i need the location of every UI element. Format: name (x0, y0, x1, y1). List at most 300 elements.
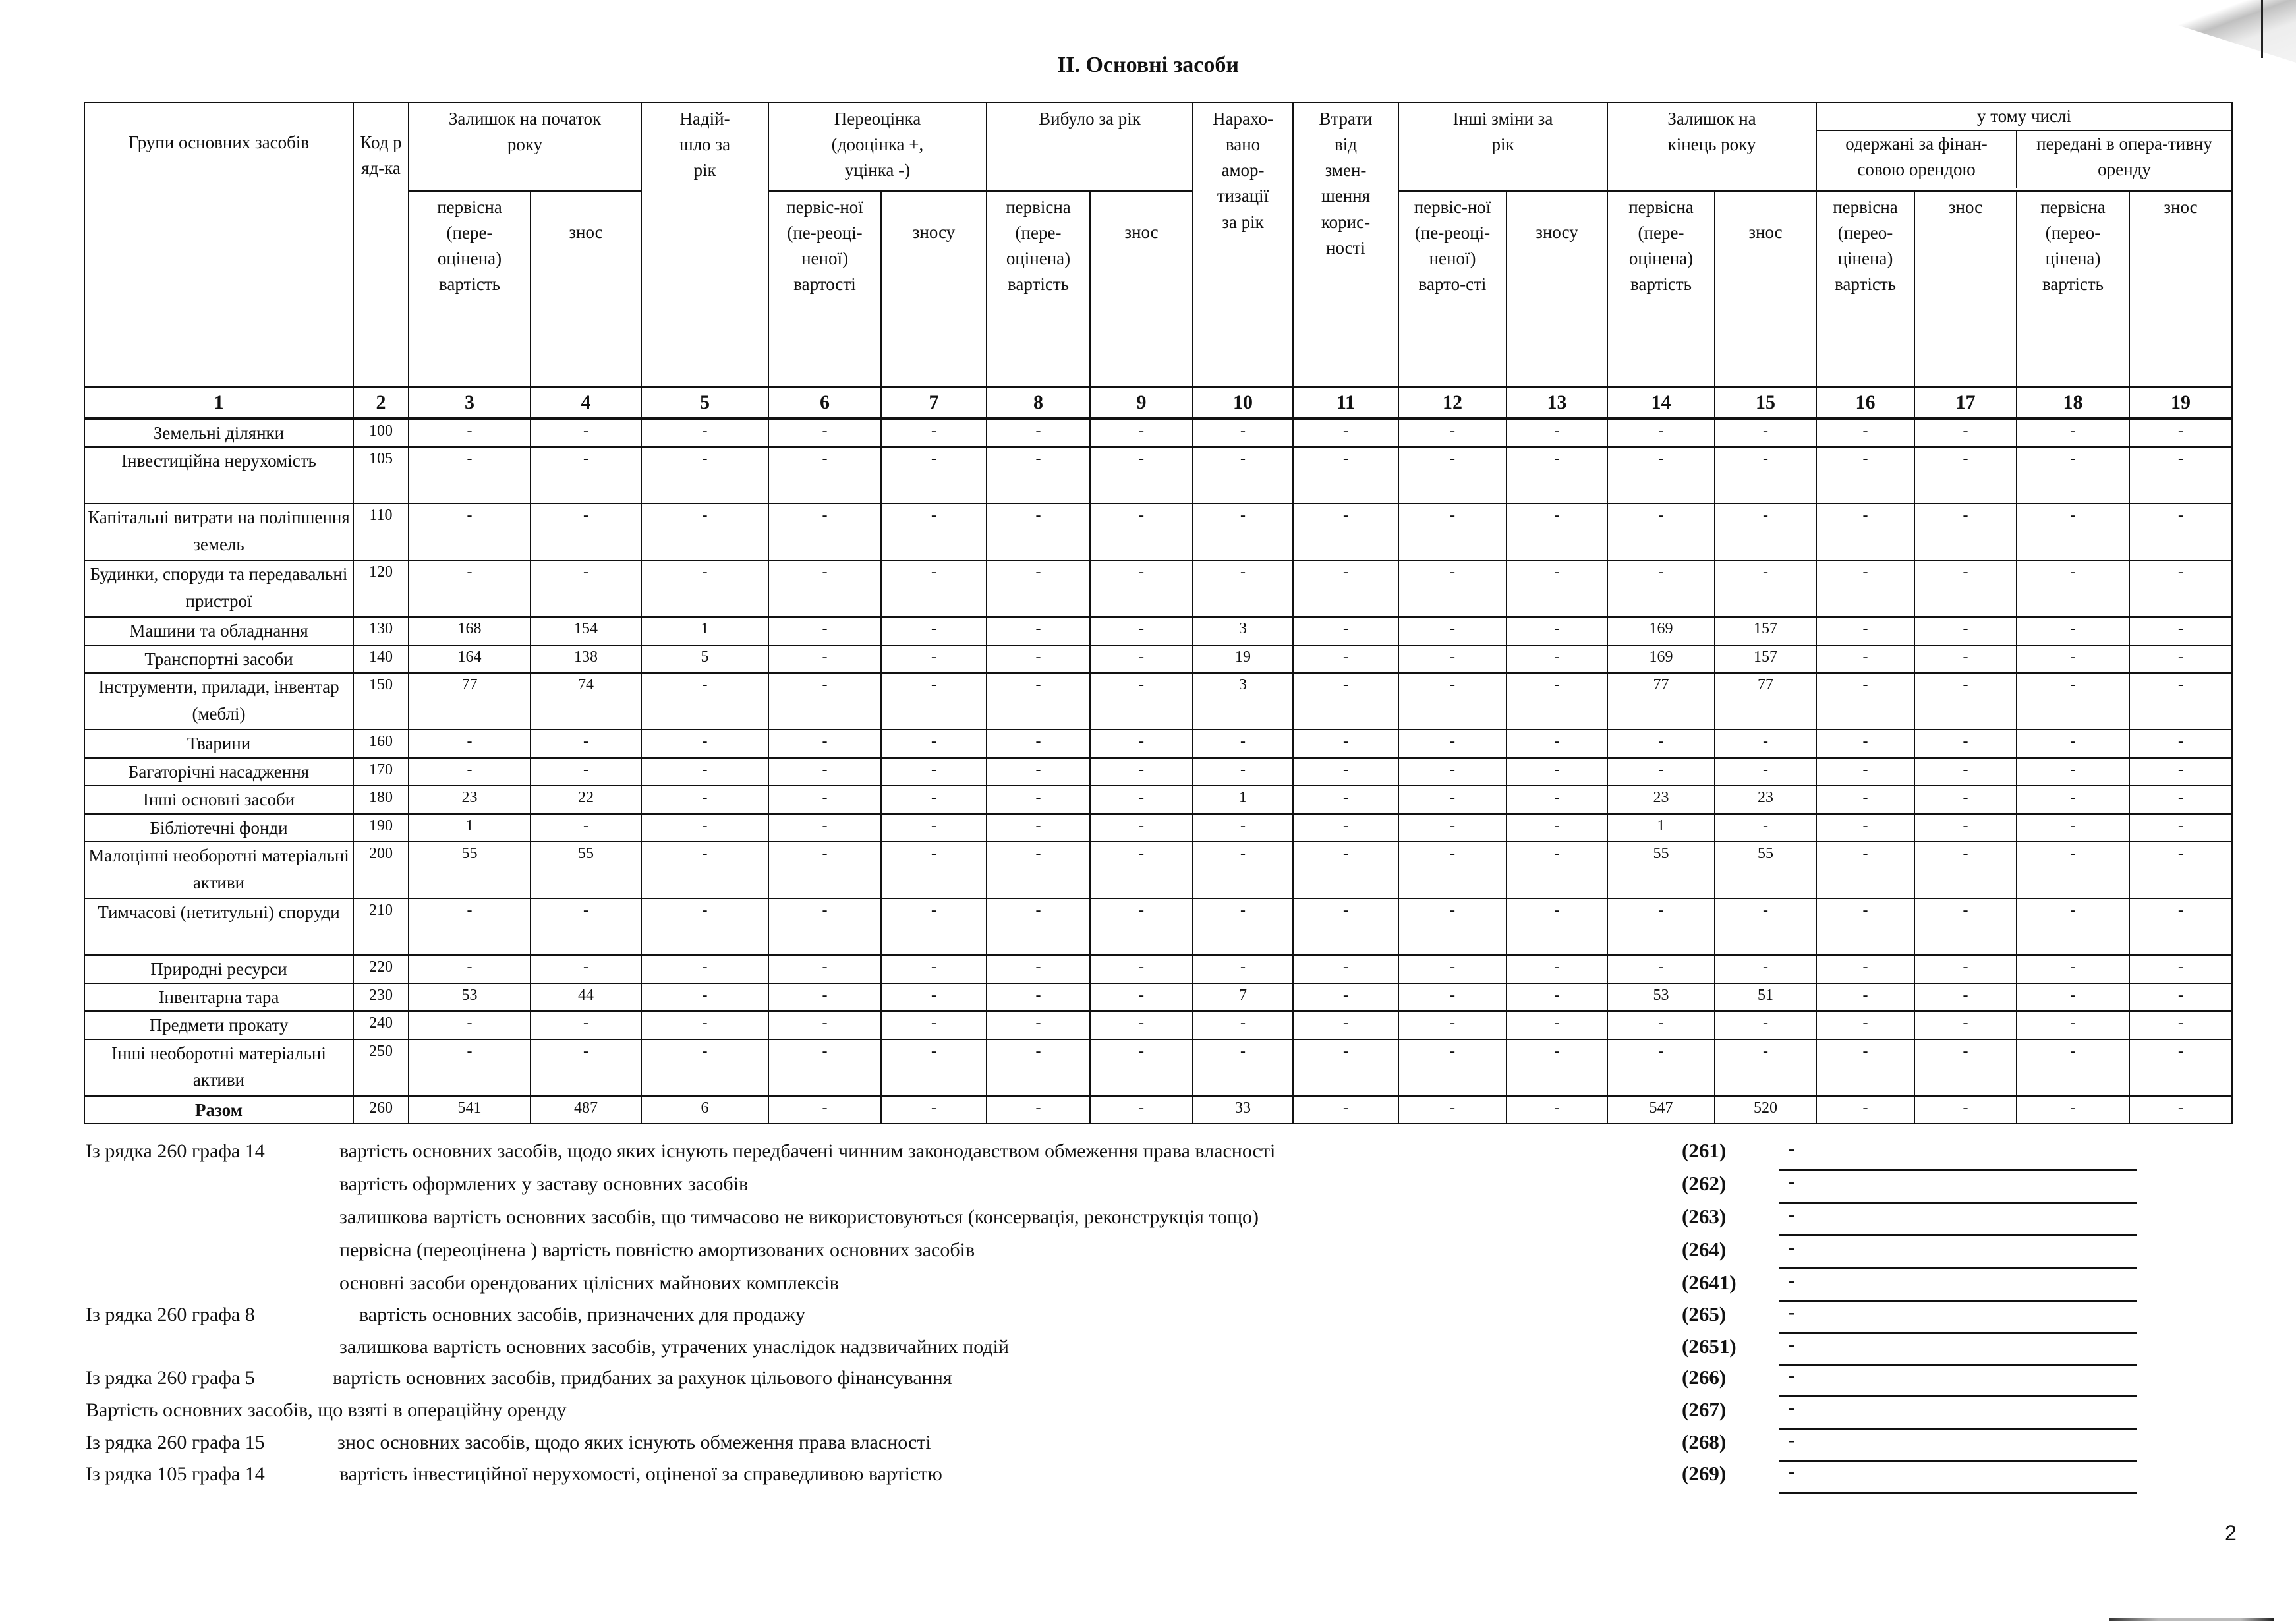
cell-col16: - (1816, 1096, 1914, 1124)
header-col13: зносу (1507, 191, 1607, 387)
cell-col13: - (1507, 560, 1607, 617)
cell-col9: - (1090, 730, 1193, 758)
table-row (84, 560, 2232, 617)
footnote-text: знос основних засобів, щодо яких існують обмеження права власності (337, 1432, 931, 1453)
cell-col4: 487 (531, 1096, 641, 1124)
column-number: 4 (531, 387, 641, 419)
footnote-value: - (1789, 1366, 1795, 1386)
cell-col11: - (1293, 1011, 1398, 1039)
cell-col17: - (1914, 955, 2017, 983)
row-code: 190 (353, 814, 409, 842)
cell-col9: - (1090, 786, 1193, 814)
cell-col13: - (1507, 730, 1607, 758)
footnote-underline (1779, 1395, 2137, 1397)
cell-col15: 520 (1715, 1096, 1816, 1124)
header-other-changes: Інші зміни за рік (1398, 103, 1607, 191)
cell-col13: - (1507, 504, 1607, 560)
footnote-text: первісна (переоцінена ) вартість повністю амортизованих основних засобів (339, 1239, 975, 1261)
column-number: 14 (1607, 387, 1715, 419)
footnote-code: (261) (1682, 1139, 1727, 1162)
cell-col12: - (1398, 814, 1507, 842)
cell-col10: - (1193, 814, 1293, 842)
row-code: 180 (353, 786, 409, 814)
cell-col14: - (1607, 1011, 1715, 1039)
row-name: Разом (84, 1096, 353, 1124)
header-col12: первіс-ної (пе-реоці-неної) варто-сті (1398, 191, 1507, 387)
cell-col10: - (1193, 955, 1293, 983)
cell-col10: - (1193, 898, 1293, 955)
header-col3: первісна (пере-оцінена) вартість (409, 191, 531, 387)
row-code: 210 (353, 898, 409, 955)
cell-col3: - (409, 419, 531, 448)
cell-col6: - (768, 814, 881, 842)
row-name: Будинки, споруди та передавальні пристрої (84, 560, 353, 617)
cell-col19: - (2129, 730, 2232, 758)
cell-col14: - (1607, 898, 1715, 955)
cell-col11: - (1293, 758, 1398, 786)
cell-col13: - (1507, 1011, 1607, 1039)
cell-col7: - (881, 617, 987, 645)
cell-col8: - (987, 758, 1090, 786)
cell-col10: 3 (1193, 673, 1293, 730)
header-col15: знос (1715, 191, 1816, 387)
cell-col19: - (2129, 673, 2232, 730)
cell-col7: - (881, 1039, 987, 1096)
footnote-code: (266) (1682, 1366, 1727, 1389)
footnote-prefix: Із рядка 260 графа 5 (86, 1367, 255, 1389)
header-balance-end: Залишок на кінець року (1607, 103, 1816, 191)
cell-col8: - (987, 814, 1090, 842)
cell-col16: - (1816, 617, 1914, 645)
header-including (1816, 103, 2232, 191)
row-name: Малоцінні необоротні матеріальні активи (84, 842, 353, 898)
header-col19: знос (2129, 191, 2232, 387)
cell-col12: - (1398, 673, 1507, 730)
cell-col5: - (641, 786, 768, 814)
cell-col8: - (987, 419, 1090, 448)
cell-col4: - (531, 504, 641, 560)
cell-col16: - (1816, 730, 1914, 758)
table-row (84, 842, 2232, 898)
cell-col15: 51 (1715, 983, 1816, 1012)
cell-col13: - (1507, 786, 1607, 814)
header-group: Групи основних засобів (84, 103, 353, 387)
cell-col5: 5 (641, 645, 768, 674)
cell-col3: - (409, 955, 531, 983)
cell-col15: - (1715, 1039, 1816, 1096)
cell-col9: - (1090, 758, 1193, 786)
cell-col4: - (531, 814, 641, 842)
cell-col8: - (987, 673, 1090, 730)
row-code: 150 (353, 673, 409, 730)
footnote-value: - (1789, 1271, 1795, 1291)
cell-col9: - (1090, 814, 1193, 842)
cell-col17: - (1914, 814, 2017, 842)
cell-col14: 169 (1607, 617, 1715, 645)
header-code: Код ряд-ка (353, 103, 409, 387)
header-balance-start: Залишок на початок року (409, 103, 641, 191)
cell-col7: - (881, 786, 987, 814)
cell-col8: - (987, 617, 1090, 645)
cell-col10: - (1193, 419, 1293, 448)
footnote-underline (1779, 1234, 2137, 1236)
column-number: 17 (1914, 387, 2017, 419)
cell-col17: - (1914, 447, 2017, 504)
cell-col10: 3 (1193, 617, 1293, 645)
cell-col3: 55 (409, 842, 531, 898)
cell-col16: - (1816, 673, 1914, 730)
cell-col9: - (1090, 447, 1193, 504)
cell-col16: - (1816, 1011, 1914, 1039)
cell-col16: - (1816, 758, 1914, 786)
cell-col4: - (531, 560, 641, 617)
cell-col18: - (2017, 1039, 2129, 1096)
cell-col19: - (2129, 955, 2232, 983)
cell-col10: 33 (1193, 1096, 1293, 1124)
cell-col7: - (881, 842, 987, 898)
cell-col5: - (641, 447, 768, 504)
cell-col5: - (641, 419, 768, 448)
cell-col9: - (1090, 983, 1193, 1012)
header-col9: знос (1090, 191, 1193, 387)
cell-col18: - (2017, 1011, 2129, 1039)
cell-col13: - (1507, 419, 1607, 448)
row-code: 220 (353, 955, 409, 983)
row-code: 160 (353, 730, 409, 758)
cell-col5: - (641, 983, 768, 1012)
footnote-underline (1779, 1202, 2137, 1204)
table-row (84, 1011, 2232, 1039)
cell-col11: - (1293, 1039, 1398, 1096)
footnote-prefix: Із рядка 260 графа 14 (86, 1140, 265, 1162)
cell-col4: - (531, 898, 641, 955)
cell-col4: 44 (531, 983, 641, 1012)
cell-col5: - (641, 758, 768, 786)
cell-col15: 77 (1715, 673, 1816, 730)
cell-col17: - (1914, 983, 2017, 1012)
cell-col13: - (1507, 842, 1607, 898)
cell-col9: - (1090, 1039, 1193, 1096)
table-row (84, 955, 2232, 983)
column-number: 11 (1293, 387, 1398, 419)
table-row (84, 983, 2232, 1012)
cell-col18: - (2017, 504, 2129, 560)
cell-col10: - (1193, 447, 1293, 504)
cell-col17: - (1914, 419, 2017, 448)
footnote-code: (263) (1682, 1205, 1727, 1228)
footnote-value: - (1789, 1462, 1795, 1482)
cell-col19: - (2129, 1039, 2232, 1096)
row-code: 105 (353, 447, 409, 504)
footnote-code: (2651) (1682, 1335, 1736, 1358)
cell-col10: 19 (1193, 645, 1293, 674)
cell-col15: - (1715, 419, 1816, 448)
row-code: 100 (353, 419, 409, 448)
cell-col17: - (1914, 560, 2017, 617)
footnote-prefix: Вартість основних засобів, що взяті в операційну оренду (86, 1399, 567, 1421)
cell-col18: - (2017, 1096, 2129, 1124)
column-number: 1 (84, 387, 353, 419)
header-col7: зносу (881, 191, 987, 387)
cell-col18: - (2017, 673, 2129, 730)
footnote-value: - (1789, 1205, 1795, 1225)
column-number: 3 (409, 387, 531, 419)
cell-col6: - (768, 1039, 881, 1096)
footnote-underline (1779, 1267, 2137, 1269)
header-col17: знос (1914, 191, 2017, 387)
header-col8: первісна (пере-оцінена) вартість (987, 191, 1090, 387)
cell-col19: - (2129, 842, 2232, 898)
cell-col16: - (1816, 786, 1914, 814)
cell-col10: - (1193, 1039, 1293, 1096)
cell-col12: - (1398, 1011, 1507, 1039)
cell-col11: - (1293, 1096, 1398, 1124)
cell-col18: - (2017, 617, 2129, 645)
header-col6: первіс-ної (пе-реоці-неної) вартості (768, 191, 881, 387)
cell-col10: - (1193, 1011, 1293, 1039)
header-depreciation: Нарахо-вано амор-тизації за рік (1193, 103, 1293, 387)
cell-col13: - (1507, 955, 1607, 983)
cell-col6: - (768, 898, 881, 955)
column-number: 18 (2017, 387, 2129, 419)
cell-col17: - (1914, 673, 2017, 730)
column-number: 13 (1507, 387, 1607, 419)
cell-col15: - (1715, 504, 1816, 560)
cell-col6: - (768, 842, 881, 898)
cell-col4: 55 (531, 842, 641, 898)
cell-col12: - (1398, 842, 1507, 898)
cell-col15: - (1715, 898, 1816, 955)
cell-col10: 7 (1193, 983, 1293, 1012)
cell-col9: - (1090, 1011, 1193, 1039)
cell-col12: - (1398, 617, 1507, 645)
cell-col19: - (2129, 1011, 2232, 1039)
footnote-code: (267) (1682, 1398, 1727, 1421)
cell-col18: - (2017, 419, 2129, 448)
row-name: Капітальні витрати на поліпшення земель (84, 504, 353, 560)
cell-col17: - (1914, 786, 2017, 814)
cell-col11: - (1293, 447, 1398, 504)
cell-col8: - (987, 560, 1090, 617)
cell-col6: - (768, 1011, 881, 1039)
footnote-underline (1779, 1492, 2137, 1494)
row-code: 110 (353, 504, 409, 560)
footnote-underline (1779, 1460, 2137, 1462)
cell-col9: - (1090, 1096, 1193, 1124)
cell-col17: - (1914, 842, 2017, 898)
cell-col5: - (641, 898, 768, 955)
footnote-text: вартість основних засобів, щодо яких існують передбачені чинним законодавством обмеження права власності (339, 1140, 1276, 1162)
cell-col18: - (2017, 955, 2129, 983)
footnote-value: - (1789, 1139, 1795, 1159)
cell-col17: - (1914, 898, 2017, 955)
cell-col5: - (641, 955, 768, 983)
footnote-underline (1779, 1364, 2137, 1366)
cell-col11: - (1293, 814, 1398, 842)
cell-col4: - (531, 730, 641, 758)
column-number: 6 (768, 387, 881, 419)
row-name: Інші необоротні матеріальні активи (84, 1039, 353, 1096)
row-code: 200 (353, 842, 409, 898)
cell-col8: - (987, 983, 1090, 1012)
cell-col16: - (1816, 898, 1914, 955)
cell-col6: - (768, 673, 881, 730)
cell-col18: - (2017, 560, 2129, 617)
cell-col18: - (2017, 983, 2129, 1012)
cell-col8: - (987, 1096, 1090, 1124)
cell-col11: - (1293, 504, 1398, 560)
row-code: 170 (353, 758, 409, 786)
cell-col8: - (987, 504, 1090, 560)
footnote-underline (1779, 1169, 2137, 1171)
cell-col12: - (1398, 758, 1507, 786)
footnote-value: - (1789, 1238, 1795, 1258)
column-number: 10 (1193, 387, 1293, 419)
cell-col7: - (881, 645, 987, 674)
cell-col6: - (768, 983, 881, 1012)
cell-col19: - (2129, 1096, 2232, 1124)
cell-col5: - (641, 504, 768, 560)
cell-col4: - (531, 758, 641, 786)
cell-col10: 1 (1193, 786, 1293, 814)
cell-col9: - (1090, 419, 1193, 448)
cell-col15: 23 (1715, 786, 1816, 814)
cell-col4: 138 (531, 645, 641, 674)
column-number: 9 (1090, 387, 1193, 419)
cell-col17: - (1914, 1039, 2017, 1096)
table-row (84, 758, 2232, 786)
cell-col6: - (768, 955, 881, 983)
cell-col18: - (2017, 645, 2129, 674)
cell-col14: 1 (1607, 814, 1715, 842)
cell-col17: - (1914, 1011, 2017, 1039)
cell-col13: - (1507, 758, 1607, 786)
cell-col7: - (881, 1096, 987, 1124)
cell-col15: - (1715, 814, 1816, 842)
cell-col3: 541 (409, 1096, 531, 1124)
cell-col8: - (987, 955, 1090, 983)
footnote-code: (262) (1682, 1172, 1727, 1195)
cell-col13: - (1507, 898, 1607, 955)
cell-col4: - (531, 1039, 641, 1096)
cell-col16: - (1816, 842, 1914, 898)
page-number: 2 (2225, 1521, 2237, 1545)
column-numbers-row (84, 387, 2232, 419)
cell-col12: - (1398, 504, 1507, 560)
header-disposed: Вибуло за рік (987, 103, 1193, 191)
cell-col11: - (1293, 419, 1398, 448)
cell-col14: - (1607, 730, 1715, 758)
cell-col3: - (409, 898, 531, 955)
cell-col4: - (531, 447, 641, 504)
column-number: 2 (353, 387, 409, 419)
header-revaluation: Переоцінка (дооцінка +, уцінка -) (768, 103, 987, 191)
footnote-value: - (1789, 1335, 1795, 1355)
cell-col19: - (2129, 898, 2232, 955)
cell-col7: - (881, 447, 987, 504)
cell-col17: - (1914, 1096, 2017, 1124)
column-number: 8 (987, 387, 1090, 419)
cell-col18: - (2017, 758, 2129, 786)
cell-col9: - (1090, 673, 1193, 730)
cell-col14: 55 (1607, 842, 1715, 898)
cell-col15: - (1715, 1011, 1816, 1039)
cell-col8: - (987, 842, 1090, 898)
row-name: Інвентарна тара (84, 983, 353, 1012)
cell-col6: - (768, 504, 881, 560)
cell-col19: - (2129, 983, 2232, 1012)
cell-col15: - (1715, 560, 1816, 617)
row-name: Багаторічні насадження (84, 758, 353, 786)
footnote-prefix: Із рядка 105 графа 14 (86, 1463, 265, 1485)
cell-col9: - (1090, 842, 1193, 898)
cell-col14: 53 (1607, 983, 1715, 1012)
cell-col8: - (987, 447, 1090, 504)
footnote-code: (2641) (1682, 1271, 1736, 1294)
cell-col13: - (1507, 1096, 1607, 1124)
footnote-text: вартість інвестиційної нерухомості, оціненої за справедливою вартістю (339, 1463, 942, 1485)
cell-col11: - (1293, 955, 1398, 983)
cell-col6: - (768, 730, 881, 758)
header-col14: первісна (пере-оцінена) вартість (1607, 191, 1715, 387)
row-name: Земельні ділянки (84, 419, 353, 448)
cell-col12: - (1398, 955, 1507, 983)
cell-col13: - (1507, 814, 1607, 842)
row-name: Тварини (84, 730, 353, 758)
cell-col12: - (1398, 786, 1507, 814)
cell-col9: - (1090, 560, 1193, 617)
cell-col11: - (1293, 560, 1398, 617)
cell-col17: - (1914, 617, 2017, 645)
scan-fold-edge (2261, 0, 2263, 58)
cell-col5: - (641, 730, 768, 758)
cell-col19: - (2129, 786, 2232, 814)
cell-col7: - (881, 1011, 987, 1039)
row-name: Машини та обладнання (84, 617, 353, 645)
row-name: Тимчасові (нетитульні) споруди (84, 898, 353, 955)
cell-col19: - (2129, 758, 2232, 786)
cell-col12: - (1398, 730, 1507, 758)
footnote-value: - (1789, 1430, 1795, 1451)
cell-col10: - (1193, 730, 1293, 758)
row-name: Інвестиційна нерухомість (84, 447, 353, 504)
header-including-label: у тому числі (1817, 103, 2231, 131)
cell-col7: - (881, 730, 987, 758)
cell-col5: - (641, 814, 768, 842)
row-code: 230 (353, 983, 409, 1012)
row-code: 140 (353, 645, 409, 674)
cell-col16: - (1816, 645, 1914, 674)
row-name: Предмети прокату (84, 1011, 353, 1039)
cell-col12: - (1398, 447, 1507, 504)
cell-col18: - (2017, 730, 2129, 758)
column-number: 16 (1816, 387, 1914, 419)
column-number: 5 (641, 387, 768, 419)
header-col16: первісна (перео-цінена) вартість (1816, 191, 1914, 387)
cell-col6: - (768, 447, 881, 504)
cell-col18: - (2017, 842, 2129, 898)
cell-col16: - (1816, 983, 1914, 1012)
row-code: 120 (353, 560, 409, 617)
cell-col4: - (531, 1011, 641, 1039)
table-row (84, 617, 2232, 645)
cell-col3: 1 (409, 814, 531, 842)
header-finance-lease: одержані за фінан-совою орендою (1817, 131, 2017, 188)
fixed-assets-table (84, 102, 2233, 1124)
cell-col5: 6 (641, 1096, 768, 1124)
cell-col11: - (1293, 645, 1398, 674)
row-code: 130 (353, 617, 409, 645)
